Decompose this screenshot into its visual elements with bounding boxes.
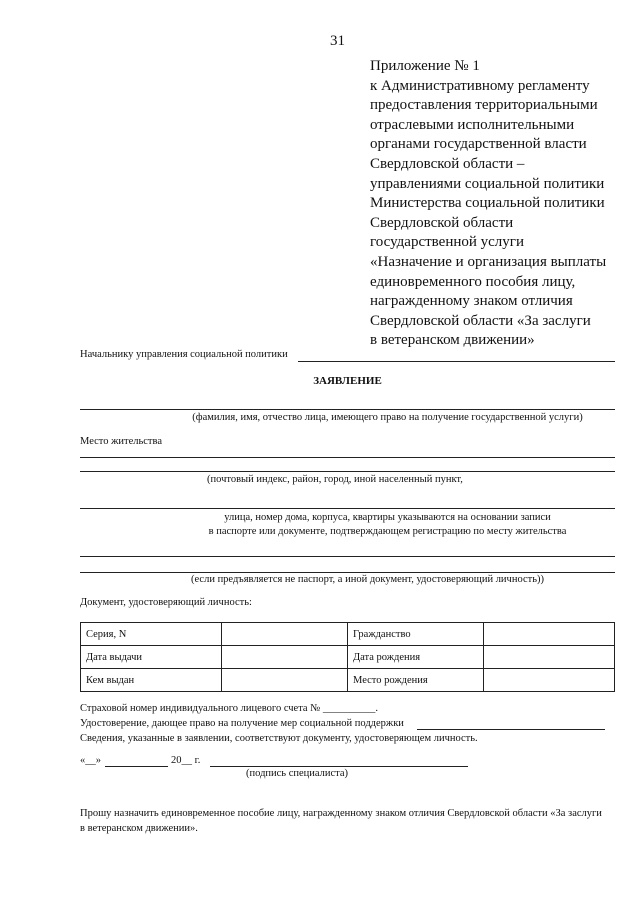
residence-field-2[interactable] [80,471,615,472]
date-day: «__» [80,755,101,766]
appendix-line: в ветеранском движении» [370,332,535,349]
appendix-line: Свердловской области [370,214,514,231]
verification-text: Сведения, указанные в заявлении, соответствуют документу, удостоверяющем личность. [80,733,478,744]
street-hint-line: улица, номер дома, корпуса, квартиры указываются на основании записи [224,512,551,523]
appendix-line: награжденному знаком отличия [370,293,573,310]
residence-label: Место жительства [80,436,162,447]
cell-series-value[interactable] [222,623,348,646]
table-row [81,669,615,692]
appendix-line: «Назначение и организация выплаты [370,253,607,270]
table-row [81,646,615,669]
signature-hint: (подпись специалиста) [246,768,349,779]
request-line: в ветеранском движении». [80,823,198,834]
appendix-line: Приложение № 1 [370,58,480,74]
cell-issued-by-value[interactable] [222,669,348,692]
form-title: ЗАЯВЛЕНИЕ [313,375,382,387]
appendix-line: единовременного пособия лицу, [370,273,576,290]
cell-birth-place-label: Место рождения [348,669,484,692]
street-hint-line: в паспорте или документе, подтверждающем регистрацию по месту жительства [208,526,567,537]
name-field[interactable] [80,409,615,410]
other-doc-field-2[interactable] [80,572,615,573]
id-doc-label: Документ, удостоверяющий личность: [80,597,252,608]
cell-issued-by-label: Кем выдан [81,669,222,692]
street-field[interactable] [80,508,615,509]
cell-birth-date-value[interactable] [484,646,615,669]
appendix-line: к Административному регламенту [370,77,590,94]
table-row [81,623,615,646]
cell-series-label: Серия, N [81,623,222,646]
appendix-line: Министерства социальной политики [370,195,605,212]
residence-field-1[interactable] [80,457,615,458]
cell-birth-date-label: Дата рождения [348,646,484,669]
addressee-field[interactable] [298,361,615,362]
cell-issue-date-label: Дата выдачи [81,646,222,669]
cell-citizenship-value[interactable] [484,623,615,646]
appendix-line: отраслевыми исполнительными [370,116,575,133]
other-doc-field-1[interactable] [80,556,615,557]
cell-birth-place-value[interactable] [484,669,615,692]
certificate-label: Удостоверение, дающее право на получение мер социальной поддержки [80,718,404,729]
appendix-header [370,57,606,351]
other-doc-hint: (если предъявляется не паспорт, а иной документ, удостоверяющий личность)) [191,574,544,585]
cell-citizenship-label: Гражданство [348,623,484,646]
request-line: Прошу назначить единовременное пособие лицу, награжденному знаком отличия Свердловской области «За заслуги [80,808,602,819]
id-doc-table [80,622,615,692]
signature-field[interactable] [210,766,468,767]
appendix-line: государственной услуги [370,234,524,251]
certificate-field[interactable] [417,729,605,730]
appendix-line: Свердловской области «За заслуги [370,312,591,329]
name-hint: (фамилия, имя, отчество лица, имеющего право на получение государственной услуги) [192,412,583,423]
page-number: 31 [330,33,345,49]
snils-line: Страховой номер индивидуального лицевого счета № __________. [80,703,378,714]
appendix-line: предоставления территориальными [370,97,598,114]
appendix-line: Свердловской области – [370,155,525,172]
appendix-line: управлениями социальной политики [370,175,605,192]
date-month-field[interactable] [105,766,168,767]
cell-issue-date-value[interactable] [222,646,348,669]
addressee-label: Начальнику управления социальной политики [80,349,288,360]
street-hint [160,511,615,539]
postal-hint: (почтовый индекс, район, город, иной населенный пункт, [207,474,463,485]
request-text [80,806,620,836]
appendix-line: органами государственной власти [370,136,587,153]
date-year: 20__ г. [171,755,201,766]
